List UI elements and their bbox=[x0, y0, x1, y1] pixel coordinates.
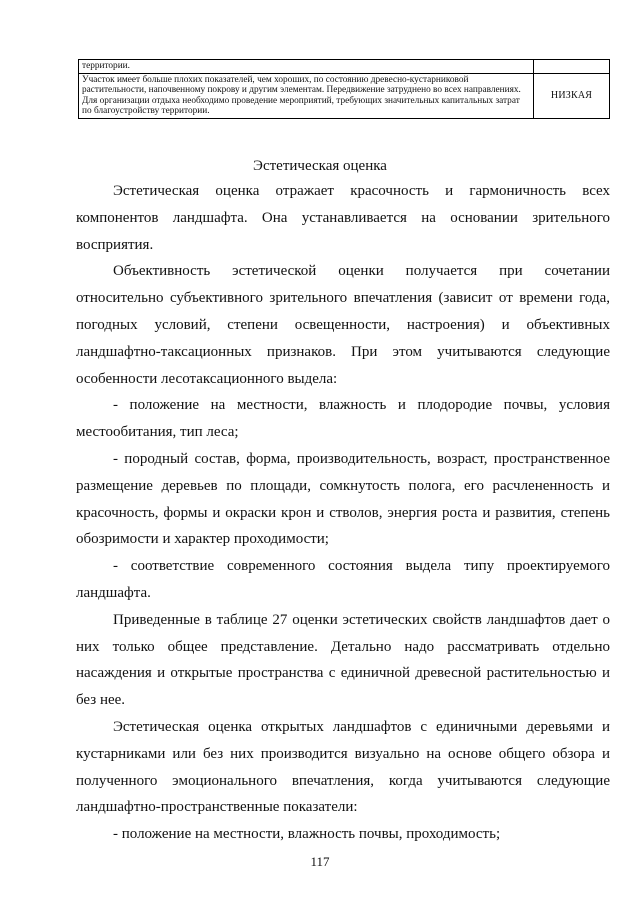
table-row bbox=[79, 74, 610, 119]
page-number: 117 bbox=[310, 854, 330, 869]
table-cell-description: Участок имеет больше плохих показателей, чем хороших, по состоянию древесно-кустарниковой растительности, напочвенному покрову и другим элементам. Передвижение затруднено во всех направлениях. Для организации отдыха необходимо проведение мероприятий, требующих значительных капитальных затрат по благоустройству территории. bbox=[79, 74, 534, 119]
table-cell-rating bbox=[534, 60, 610, 74]
list-item: - породный состав, форма, производительность, возраст, пространственное размещение деревьев по площади, сомкнутость полога, его расчлененность и красочность, формы и окраски крон и стволов, энергия роста и развития, степень обозримости и характер проходимости; bbox=[76, 450, 610, 548]
list-item: - положение на местности, влажность почвы, проходимость; bbox=[113, 826, 501, 843]
body-text bbox=[76, 178, 610, 848]
paragraph: Приведенные в таблице 27 оценки эстетических свойств ландшафтов дает о них только общее представление. Детально надо рассматривать отдельно насаждения и открытые пространства с единичной древесной растительностью и без нее. bbox=[76, 611, 610, 709]
table-cell-description: территории. bbox=[79, 60, 534, 74]
paragraph: Эстетическая оценка отражает красочность и гармоничность всех компонентов ландшафта. Она устанавливается на основании зрительного восприятия. bbox=[76, 183, 610, 253]
paragraph: Объективность эстетической оценки получается при сочетании относительно субъективного зрительного впечатления (зависит от времени года, погодных условий, степени освещенности, настроения) и объективных ландшафтно-таксационных признаков. При этом учитываются следующие особенности лесотаксационного выдела: bbox=[76, 263, 610, 387]
list-item: - положение на местности, влажность и плодородие почвы, условия местообитания, тип леса; bbox=[76, 397, 610, 441]
table-row bbox=[79, 60, 610, 74]
assessment-table bbox=[78, 59, 610, 119]
paragraph: Эстетическая оценка открытых ландшафтов с единичными деревьями и кустарниками или без них производится визуально на основе общего обзора и полученного эмоционального впечатления, когда учитываются следующие ландшафтно-пространственные показатели: bbox=[76, 718, 610, 816]
section-title: Эстетическая оценка bbox=[253, 158, 387, 174]
list-item: - соответствие современного состояния выдела типу проектируемого ландшафта. bbox=[76, 558, 610, 601]
table-cell-rating: НИЗКАЯ bbox=[534, 74, 610, 119]
